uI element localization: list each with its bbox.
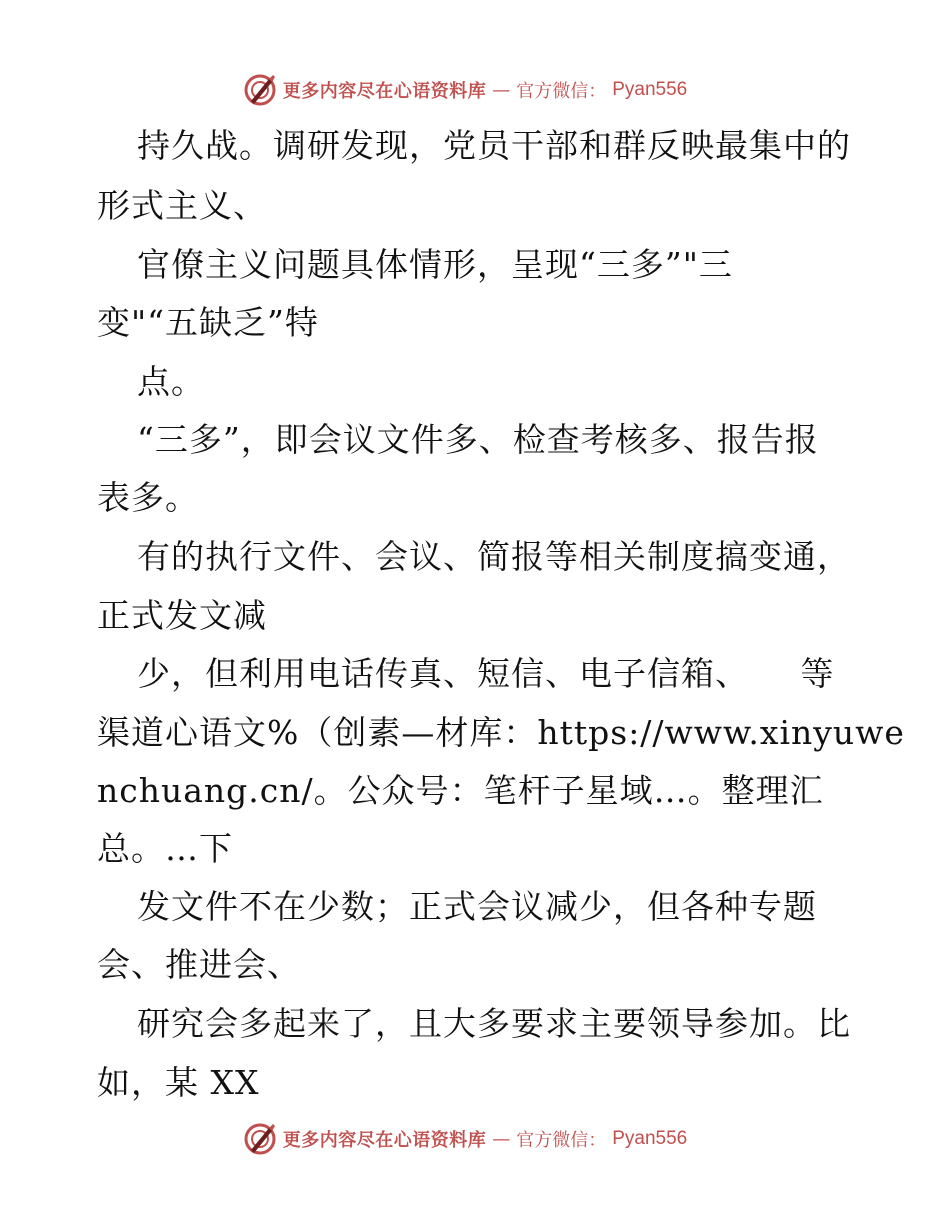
banner-dash: —: [492, 1128, 511, 1150]
pen-circle-logo-icon: [243, 1122, 277, 1156]
body-line: 有的执行文件、会议、简报等相关制度搞变通，: [137, 537, 851, 576]
body-line: “三多”，即会议文件多、检查考核多、报告报: [137, 420, 819, 459]
body-line: 会、推进会、: [97, 945, 301, 984]
body-line: 少，但利用电话传真、短信、电子信箱、 等: [137, 654, 835, 693]
body-line: 正式发文减: [97, 596, 267, 635]
body-line: 发文件不在少数；正式会议减少，但各种专题: [137, 887, 817, 926]
body-line: 总。…下: [97, 829, 233, 868]
body-line: 形式主义、: [97, 186, 267, 225]
banner-sub-text: 官方微信：: [516, 1130, 607, 1151]
banner-main-text: 更多内容尽在心语资料库: [282, 1130, 487, 1151]
body-line: 持久战。调研发现，党员干部和群反映最集中的: [137, 126, 851, 165]
banner-handle-text: Pyan556: [612, 79, 688, 100]
footer-banner: [0, 1119, 950, 1159]
body-line: 如，某 XX: [97, 1063, 260, 1102]
body-line: 渠道心语文%（创素—材库：https://www.xinyuwe: [97, 713, 905, 752]
footer-banner-inner: [243, 1122, 688, 1156]
body-line: 研究会多起来了，且大多要求主要领导参加。比: [137, 1004, 851, 1043]
body-line: 表多。: [97, 478, 199, 517]
body-line: 官僚主义问题具体情形，呈现“三多”"三: [137, 245, 733, 284]
banner-dash: —: [492, 79, 511, 101]
body-line: nchuang.cn/。公众号：笔杆子星域…。整理汇: [97, 771, 824, 810]
body-line: 点。: [137, 362, 205, 401]
banner-main-text: 更多内容尽在心语资料库: [282, 81, 487, 102]
banner-sub-text: 官方微信：: [516, 81, 607, 102]
body-line: 变"“五缺乏”特: [97, 303, 319, 342]
banner-handle-text: Pyan556: [612, 1128, 688, 1149]
